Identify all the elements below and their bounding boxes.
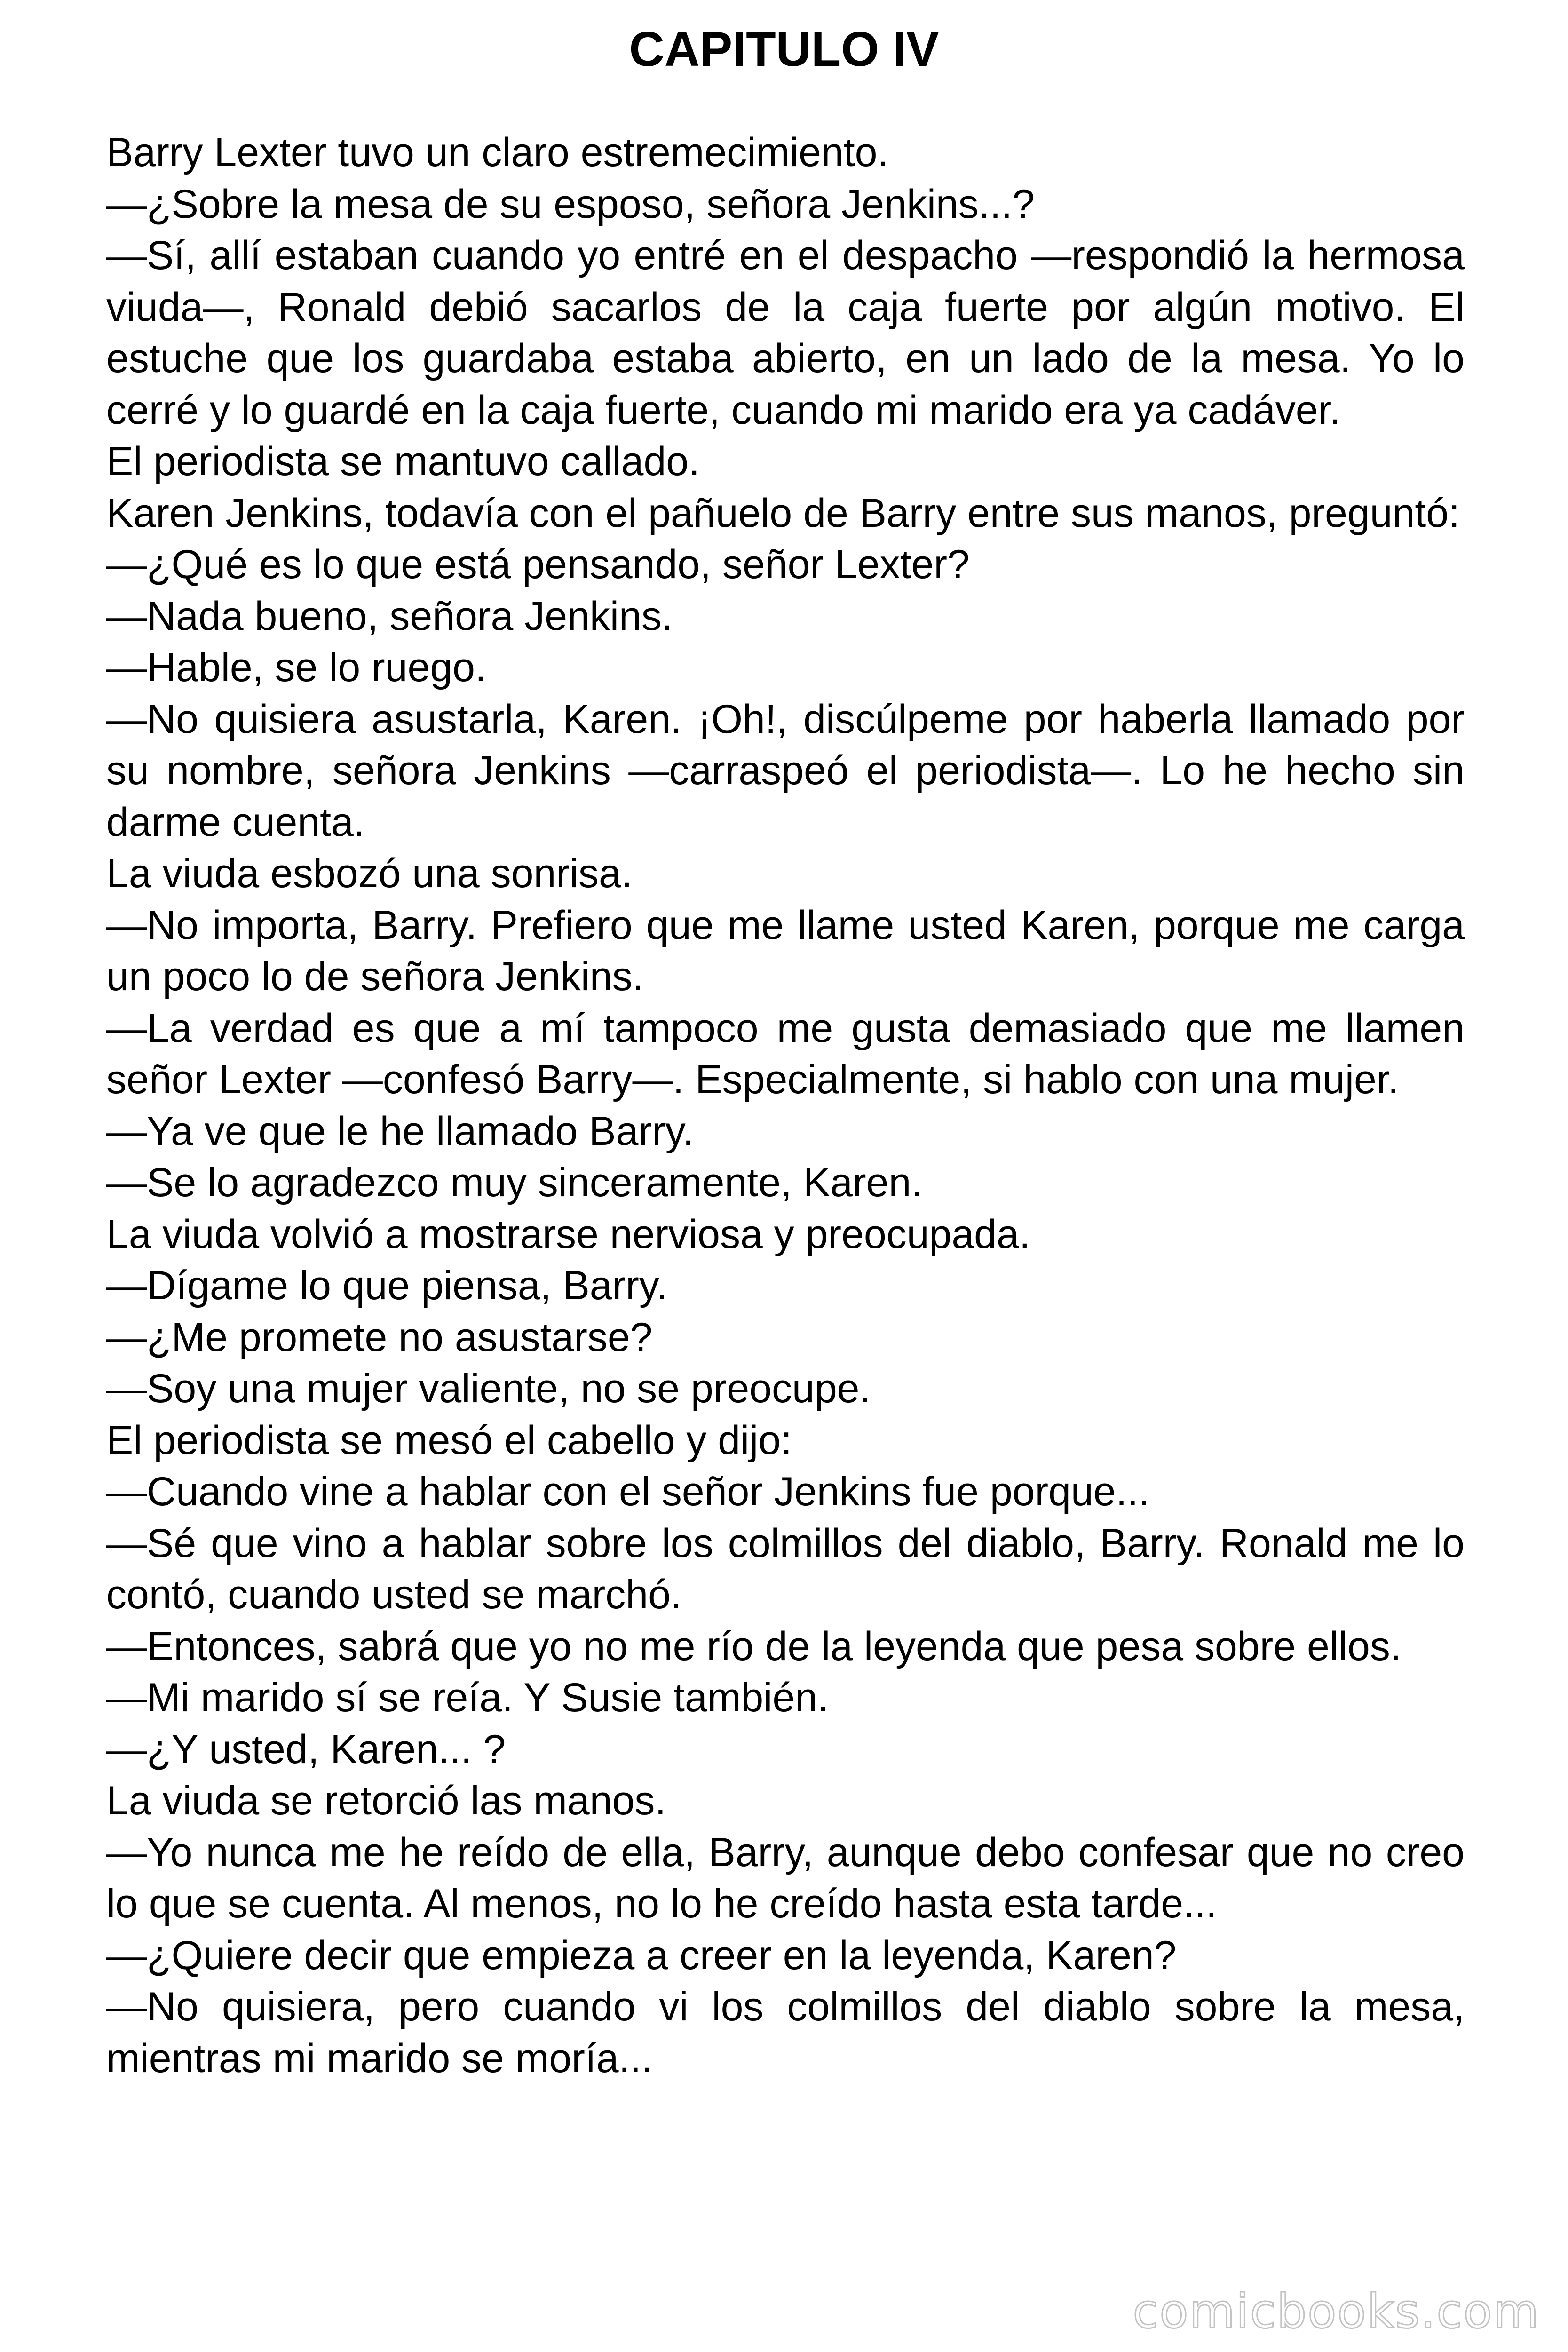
- paragraph: Barry Lexter tuvo un claro estremecimiento.: [106, 130, 889, 175]
- paragraph: —¿Qué es lo que está pensando, señor Lexter?: [106, 542, 970, 587]
- paragraph: —¿Sobre la mesa de su esposo, señora Jenkins...?: [106, 181, 1035, 227]
- paragraph: —Se lo agradezco muy sinceramente, Karen.: [106, 1160, 923, 1205]
- paragraph: —No quisiera asustarla, Karen. ¡Oh!, discúlpeme por haberla llamado por su nombre, señora Jenkins —carraspeó el periodista—. Lo he hecho sin darme cuenta.: [106, 696, 1465, 845]
- paragraph: —¿Me promete no asustarse?: [106, 1314, 653, 1360]
- paragraph: —Mi marido sí se reía. Y Susie también.: [106, 1675, 829, 1720]
- paragraph: —Hable, se lo ruego.: [106, 645, 486, 690]
- paragraph: Karen Jenkins, todavía con el pañuelo de Barry entre sus manos, preguntó:: [106, 490, 1460, 536]
- paragraph: La viuda esbozó una sonrisa.: [106, 851, 633, 896]
- chapter-body: [106, 127, 1465, 2084]
- paragraph: La viuda volvió a mostrarse nerviosa y preocupada.: [106, 1211, 1030, 1257]
- paragraph: La viuda se retorció las manos.: [106, 1778, 666, 1823]
- paragraph: —La verdad es que a mí tampoco me gusta demasiado que me llamen señor Lexter —confesó Barry—. Especialmente, si hablo con una mujer.: [106, 1005, 1465, 1102]
- paragraph: —Nada bueno, señora Jenkins.: [106, 593, 673, 639]
- paragraph: —¿Quiere decir que empieza a creer en la leyenda, Karen?: [106, 1932, 1177, 1978]
- paragraph: —Sí, allí estaban cuando yo entré en el despacho —respondió la hermosa viuda—, Ronald debió sacarlos de la caja fuerte por algún motivo. El estuche que los guardaba estaba abierto, en un lado de la mesa. Yo lo cerré y lo guardé en la caja fuerte, cuando mi marido era ya cadáver.: [106, 233, 1465, 433]
- chapter-title: CAPITULO IV: [629, 22, 939, 77]
- paragraph: —Ya ve que le he llamado Barry.: [106, 1108, 694, 1154]
- paragraph: —Dígame lo que piensa, Barry.: [106, 1263, 668, 1308]
- paragraph: —No quisiera, pero cuando vi los colmillos del diablo sobre la mesa, mientras mi marido se moría...: [106, 1984, 1465, 2081]
- paragraph: El periodista se mesó el cabello y dijo:: [106, 1417, 792, 1463]
- paragraph: —No importa, Barry. Prefiero que me llame usted Karen, porque me carga un poco lo de señora Jenkins.: [106, 902, 1465, 999]
- paragraph: —¿Y usted, Karen... ?: [106, 1726, 506, 1772]
- paragraph: —Soy una mujer valiente, no se preocupe.: [106, 1366, 871, 1411]
- paragraph: —Cuando vine a hablar con el señor Jenkins fue porque...: [106, 1469, 1150, 1514]
- paragraph: El periodista se mantuvo callado.: [106, 439, 700, 484]
- paragraph: —Yo nunca me he reído de ella, Barry, aunque debo confesar que no creo lo que se cuenta. Al menos, no lo he creído hasta esta tarde...: [106, 1829, 1465, 1926]
- paragraph: —Sé que vino a hablar sobre los colmillos del diablo, Barry. Ronald me lo contó, cuando usted se marchó.: [106, 1520, 1465, 1617]
- paragraph: —Entonces, sabrá que yo no me río de la leyenda que pesa sobre ellos.: [106, 1623, 1402, 1669]
- watermark: comicbooks.com: [1132, 2284, 1540, 2339]
